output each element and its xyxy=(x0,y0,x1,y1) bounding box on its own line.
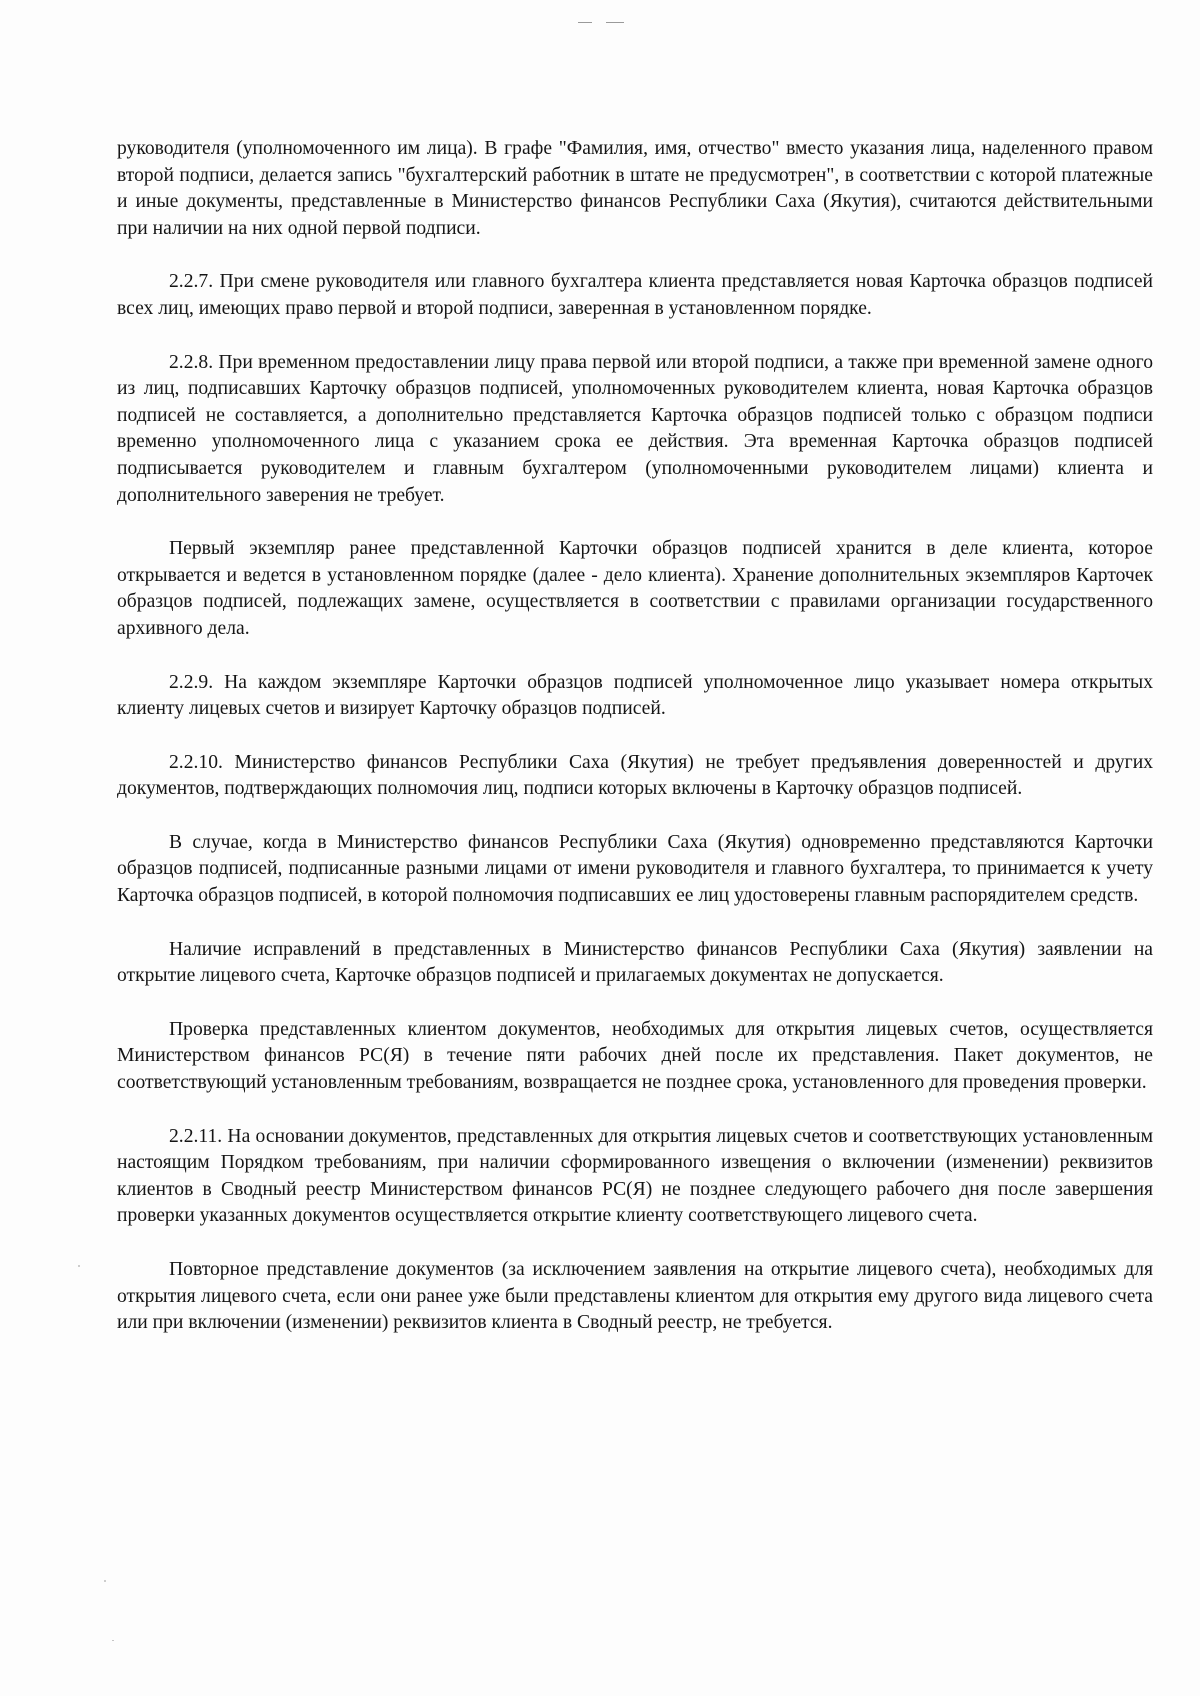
paragraph-2-2-9: 2.2.9. На каждом экземпляре Карточки образцов подписей уполномоченное лицо указывает номера открытых клиенту лицевых счетов и визирует Карточку образцов подписей. xyxy=(117,671,1153,720)
paragraph-verification: Проверка представленных клиентом документов, необходимых для открытия лицевых счетов, осуществляется Министерством финансов РС(Я) в течение пяти рабочих дней после их представления. Пакет документов, не соответствующий установленным требованиям, возвращается не позднее срока, установленного для проведения проверки. xyxy=(117,1018,1153,1094)
scan-speck xyxy=(78,1265,80,1267)
paragraph-first-copy-storage: Первый экземпляр ранее представленной Карточки образцов подписей хранится в деле клиента, которое открывается и ведется в установленном порядке (далее - дело клиента). Хранение дополнительных экземпляров Карточек образцов подписей, подлежащих замене, осуществляется в соответствии с правилами организации государственного архивного дела. xyxy=(117,538,1153,639)
scan-mark xyxy=(578,20,638,26)
document-body xyxy=(117,136,1153,1364)
paragraph-continuation: руководителя (уполномоченного им лица). В графе "Фамилия, имя, отчество" вместо указания лица, наделенного правом второй подписи, делается запись "бухгалтерский работник в штате не предусмотрен", в соответствии с которой платежные и иные документы, представленные в Министерство финансов Республики Саха (Якутия), считаются действительными при наличии на них одной первой подписи. xyxy=(117,138,1153,239)
paragraph-2-2-7: 2.2.7. При смене руководителя или главного бухгалтера клиента представляется новая Карточка образцов подписей всех лиц, имеющих право первой и второй подписи, заверенная в установленном порядке. xyxy=(117,271,1153,319)
paragraph-corrections: Наличие исправлений в представленных в Министерство финансов Республики Саха (Якутия) заявлении на открытие лицевого счета, Карточке образцов подписей и прилагаемых документах не допускается. xyxy=(117,938,1153,987)
scan-dash xyxy=(606,22,624,23)
paragraph-2-2-10: 2.2.10. Министерство финансов Республики Саха (Якутия) не требует предъявления доверенностей и других документов, подтверждающих полномочия лиц, подписи которых включены в Карточку образцов подписей. xyxy=(117,751,1153,800)
paragraph-simultaneous-cards: В случае, когда в Министерство финансов Республики Саха (Якутия) одновременно представляются Карточки образцов подписей, подписанные разными лицами от имени руководителя и главного бухгалтера, то принимается к учету Карточка образцов подписей, в которой полномочия подписавших ее лиц удостоверены главным распорядителем средств. xyxy=(117,831,1153,907)
paragraph-repeated-submission: Повторное представление документов (за исключением заявления на открытие лицевого счета), необходимых для открытия лицевого счета, если они ранее уже были представлены клиентом для открытия ему другого вида лицевого счета или при включении (изменении) реквизитов клиента в Сводный реестр, не требуется. xyxy=(117,1259,1153,1334)
paragraph-2-2-11: 2.2.11. На основании документов, представленных для открытия лицевых счетов и соответствующих установленным настоящим Порядком требованиям, при наличии сформированного извещения о включении (изменении) реквизитов клиентов в Сводный реестр Министерством финансов РС(Я) не позднее следующего рабочего дня после завершения проверки указанных документов осуществляется открытие клиенту соответствующего лицевого счета. xyxy=(117,1125,1153,1227)
paragraph-2-2-8: 2.2.8. При временном предоставлении лицу права первой или второй подписи, а также при временной замене одного из лиц, подписавших Карточку образцов подписей, уполномоченных руководителем клиента, новая Карточка образцов подписей не составляется, а дополнительно представляется Карточка образцов подписей только с образцом подписи временно уполномоченного лица с указанием срока ее действия. Эта временная Карточка образцов подписей подписывается руководителем и главным бухгалтером (уполномоченными руководителем лицами) клиента и дополнительного заверения не требует. xyxy=(117,351,1153,506)
scan-speck xyxy=(112,1640,114,1641)
scan-dash xyxy=(578,22,592,23)
scan-speck xyxy=(104,1580,106,1582)
